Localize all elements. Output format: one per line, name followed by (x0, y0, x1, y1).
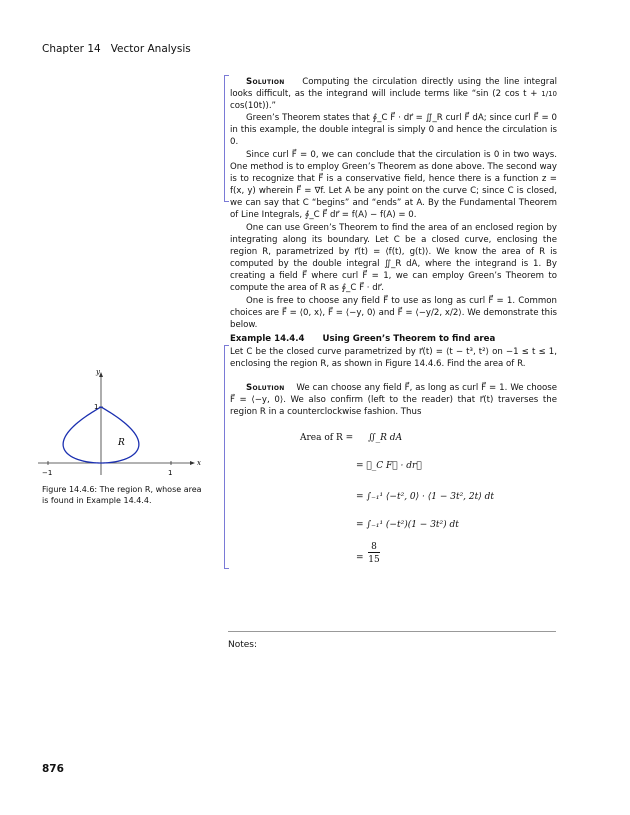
result-numerator: 8 (368, 542, 380, 553)
equation-line-3: = ∫₋₁¹ ⟨−t², 0⟩ · ⟨1 − 3t², 2t⟩ dt (356, 492, 495, 502)
solution-2-label: Solution (246, 383, 285, 393)
x-axis-label: x (197, 459, 201, 467)
solution-2-text: We can choose any field F⃗, as long as curl F⃗ = 1. We choose F⃗ = ⟨−y, 0⟩. We also confirm (left to the reader) that r⃗(t) traverses the region R in a counterclockwise fashion. Thus (230, 383, 557, 418)
example-number: Example 14.4.4 (230, 334, 305, 344)
equation-lhs: Area of R = (300, 433, 354, 443)
running-header (42, 43, 191, 55)
y-axis-label: y (96, 368, 100, 376)
body-paragraph-2: One is free to choose any field F⃗ to use as long as curl F⃗ = 1. Common choices are F⃗ = ⟨0, x⟩, F⃗ = ⟨−y, 0⟩ and F⃗ = ⟨−y/2, x/2⟩. We demonstrate this below. (230, 295, 557, 330)
chapter-label: Chapter 14 (42, 43, 101, 55)
solution-1-p3: Since curl F⃗ = 0, we can conclude that the circulation is 0 in two ways. One method is to employ Green’s Theorem as done above. The second way is to recognize that F⃗ is a conservative field, hence there is a function z = f(x, y) wherein F⃗ = ∇f. Let A be any point on the curve C; since C is closed, we can say that C “begins” and “ends” at A. By the Fundamental Theorem of Line Integrals, ∮_C F⃗ dr⃗ = f(A) − f(A) = 0. (230, 149, 557, 221)
solution-1-p1b: cos(10t)).” (230, 101, 277, 112)
example-statement: Let C be the closed curve parametrized by r⃗(t) = ⟨t − t³, t²⟩ on −1 ≤ t ≤ 1, enclosing the region R, as shown in Figure 14.4.6. Find the area of R. (230, 347, 557, 370)
region-figure (30, 365, 200, 480)
solution-label: Solution (246, 77, 285, 87)
notes-label: Notes: (228, 640, 258, 650)
solution-bracket (224, 75, 229, 202)
tick-label-neg1: −1 (42, 469, 53, 477)
solution-2-bracket (224, 345, 229, 569)
equation-line-4: = ∫₋₁¹ (−t²)(1 − 3t²) dt (356, 520, 459, 530)
figure-caption: Figure 14.4.6: The region R, whose area is found in Example 14.4.4. (42, 485, 202, 505)
body-text (230, 222, 557, 331)
result-denominator: 15 (368, 555, 380, 565)
region-label: R (118, 438, 125, 448)
x-axis-arrow-icon (190, 461, 195, 465)
page-number: 876 (42, 763, 64, 775)
equation-line-2: = ∮_C F⃗ · dr⃗ (356, 461, 422, 471)
example-title: Using Green’s Theorem to find area (322, 334, 496, 344)
solution-1-p1-fraction: 1/10 (541, 90, 557, 99)
tick-label-y1: 1 (94, 403, 99, 411)
notes-divider (228, 631, 556, 632)
chapter-title: Vector Analysis (110, 43, 191, 55)
equation-line-1: ∬_R dA (368, 433, 403, 443)
example-heading (230, 334, 495, 344)
body-paragraph-1: One can use Green’s Theorem to find the area of an enclosed region by integrating along its boundary. Let C be a closed curve, enclosing the region R, parametrized by r⃗(t) = ⟨f(t), g(t)⟩. We know the area of R is computed by the double integral ∬_R dA, where the integrand is 1. By creating a field F⃗ where curl F⃗ = 1, we can employ Green’s Theorem to compute the area of R as ∮_C F⃗ · dr⃗. (230, 223, 557, 294)
tick-label-pos1: 1 (168, 469, 173, 477)
solution-2 (230, 382, 557, 418)
solution-1-p2: Green’s Theorem states that ∮_C F⃗ · dr⃗ = ∬_R curl F⃗ dA; since curl F⃗ = 0 in this example, the double integral is simply 0 and hence the circulation is 0. (230, 113, 557, 148)
solution-1-p1a: Computing the circulation directly using the line integral looks difficult, as the integrand will include terms like “sin (2 cos t + (230, 77, 557, 100)
solution-1 (230, 76, 557, 221)
